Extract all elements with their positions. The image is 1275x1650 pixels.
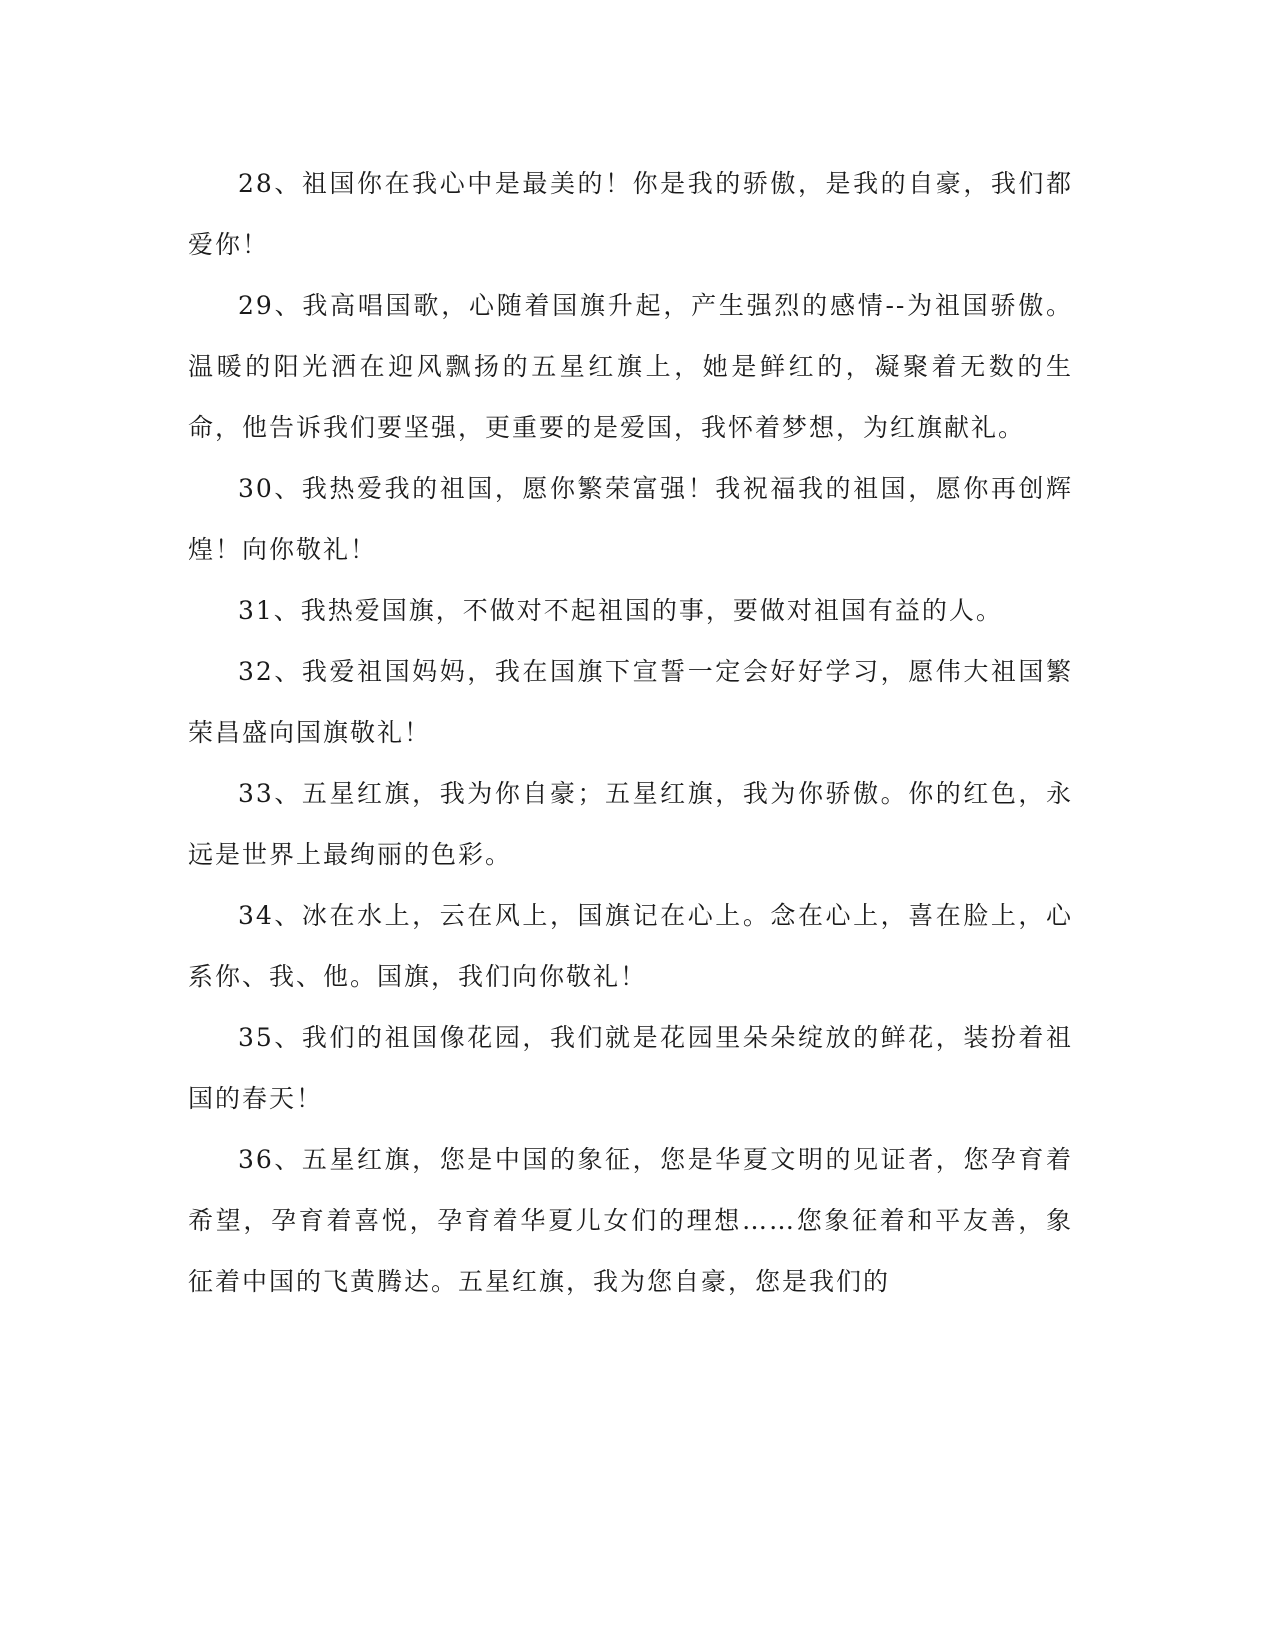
paragraph-31: 31、我热爱国旗，不做对不起祖国的事，要做对祖国有益的人。: [238, 596, 1003, 625]
paragraph-28: 28、祖国你在我心中是最美的！你是我的骄傲，是我的自豪，我们都爱你！: [188, 169, 1073, 259]
paragraph-33: 33、五星红旗，我为你自豪；五星红旗，我为你骄傲。你的红色，永远是世界上最绚丽的色彩。: [188, 779, 1073, 869]
paragraph-30: 30、我热爱我的祖国，愿你繁荣富强！我祝福我的祖国，愿你再创辉煌！向你敬礼！: [188, 474, 1073, 564]
paragraph-32: 32、我爱祖国妈妈，我在国旗下宣誓一定会好好学习，愿伟大祖国繁荣昌盛向国旗敬礼！: [188, 657, 1073, 747]
document-body: [188, 153, 1073, 1312]
paragraph-34: 34、冰在水上，云在风上，国旗记在心上。念在心上，喜在脸上，心系你、我、他。国旗，我们向你敬礼！: [188, 901, 1073, 991]
paragraph-29: 29、我高唱国歌，心随着国旗升起，产生强烈的感情--为祖国骄傲。温暖的阳光洒在迎风飘扬的五星红旗上，她是鲜红的，凝聚着无数的生命，他告诉我们要坚强，更重要的是爱国，我怀着梦想，为红旗献礼。: [188, 291, 1073, 442]
paragraph-36: 36、五星红旗，您是中国的象征，您是华夏文明的见证者，您孕育着希望，孕育着喜悦，孕育着华夏儿女们的理想……您象征着和平友善，象征着中国的飞黄腾达。五星红旗，我为您自豪，您是我们的: [188, 1145, 1073, 1296]
paragraph-35: 35、我们的祖国像花园，我们就是花园里朵朵绽放的鲜花，装扮着祖国的春天！: [188, 1023, 1073, 1113]
